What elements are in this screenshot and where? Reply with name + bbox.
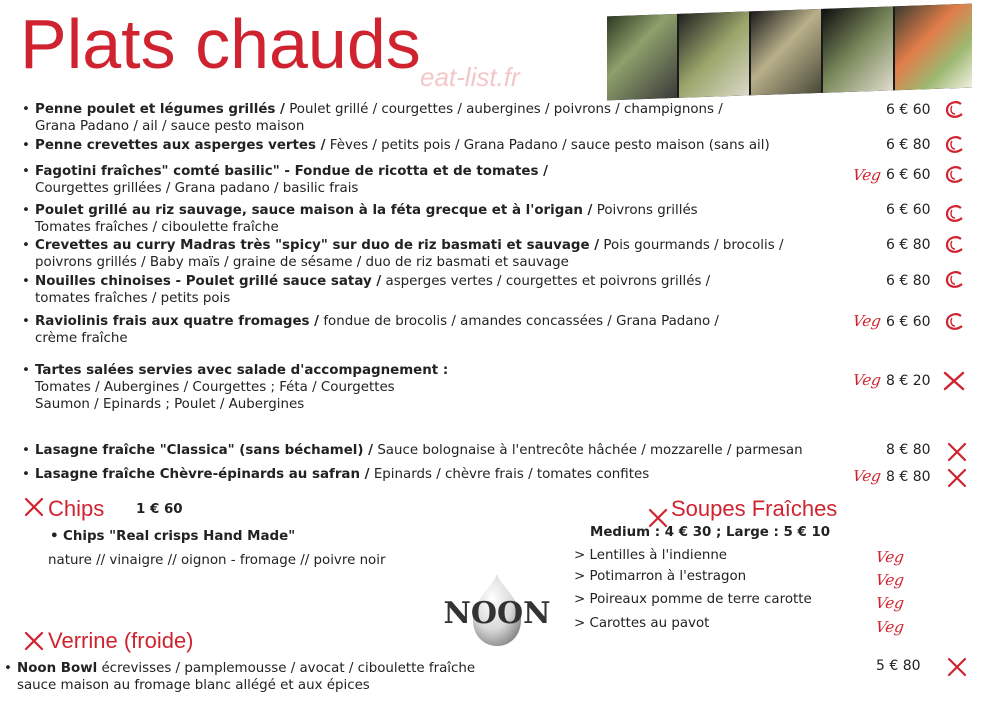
soupe-item: > Potimarron à l'estragon xyxy=(574,569,747,584)
chips-price: 1 € 60 xyxy=(136,502,183,517)
soupe-item: > Carottes au pavot xyxy=(574,616,710,631)
item-price: 6 € 60 xyxy=(886,202,931,218)
veg-label-icon: Veg xyxy=(851,166,883,184)
c-swirl-icon xyxy=(944,270,966,290)
menu-item: • Noon Bowl écrevisses / pamplemousse / avocat / ciboulette fraîche sauce maison au fromage blanc allégé et aux épices xyxy=(4,661,476,693)
item-price: 6 € 60 xyxy=(886,314,931,330)
cross-icon xyxy=(22,630,46,652)
item-desc-2: sauce maison au fromage blanc allégé et aux épices xyxy=(17,678,370,693)
item-name: Crevettes au curry Madras très "spicy" sur duo de riz basmati et sauvage / xyxy=(35,238,600,253)
item-desc-2: tomates fraîches / petits pois xyxy=(35,291,231,306)
c-swirl-icon xyxy=(944,235,966,255)
item-name: Penne poulet et légumes grillés / xyxy=(35,102,285,117)
veg-label-icon: Veg xyxy=(874,548,906,566)
item-desc: Fèves / petits pois / Grana Padano / sauce pesto maison (sans ail) xyxy=(329,138,770,153)
item-name: Noon Bowl xyxy=(17,661,98,676)
menu-item: • Tartes salées servies avec salade d'accompagnement : Tomates / Aubergines / Courgettes ; Féta / Courgettes Saumon / Epinards ; Poulet / Aubergines xyxy=(22,363,449,412)
item-price: 6 € 80 xyxy=(886,137,931,153)
item-desc: Poivrons grillés xyxy=(596,203,698,218)
item-price: 6 € 80 xyxy=(886,237,931,253)
chips-title: Chips xyxy=(48,496,105,521)
c-swirl-icon xyxy=(944,165,966,185)
veg-label-icon: Veg xyxy=(874,571,906,589)
menu-item: • Poulet grillé au riz sauvage, sauce maison à la féta grecque et à l'origan / Poivrons grillés Tomates fraîches / ciboulette fraîche xyxy=(22,203,698,235)
noon-logo xyxy=(437,570,557,650)
menu-item: • Crevettes au curry Madras très "spicy" sur duo de riz basmati et sauvage / Pois gourmands / brocolis / poivrons grillés / Baby maïs / graine de sésame / duo de riz basmati et sauvage xyxy=(22,238,784,270)
veg-label-icon: Veg xyxy=(851,467,883,485)
chips-item: • Chips "Real crisps Hand Made" xyxy=(50,529,296,544)
menu-item: • Lasagne fraîche Chèvre-épinards au safran / Epinards / chèvre frais / tomates confites xyxy=(22,467,650,482)
item-price: 5 € 80 xyxy=(876,658,921,674)
item-desc-2: poivrons grillés / Baby maïs / graine de sésame / duo de riz basmati et sauvage xyxy=(35,255,569,270)
food-photo-strip xyxy=(607,4,972,101)
cross-icon xyxy=(945,467,969,489)
menu-item: • Penne poulet et légumes grillés / Poulet grillé / courgettes / aubergines / poivrons / champignons / Grana Padano / ail / sauce pesto maison xyxy=(22,102,723,134)
item-name: Tartes salées servies avec salade d'accompagnement : xyxy=(35,363,449,378)
menu-item: • Raviolinis frais aux quatre fromages / fondue de brocolis / amandes concassées / Grana Padano / crème fraîche xyxy=(22,314,719,346)
item-price: 8 € 80 xyxy=(886,469,931,485)
cross-icon xyxy=(942,370,966,392)
item-desc: Pois gourmands / brocolis / xyxy=(603,238,784,253)
item-desc: écrevisses / pamplemousse / avocat / ciboulette fraîche xyxy=(101,661,476,676)
item-price: 6 € 60 xyxy=(886,102,931,118)
c-swirl-icon xyxy=(944,204,966,224)
item-desc: fondue de brocolis / amandes concassées / Grana Padano / xyxy=(323,314,719,329)
item-price: 8 € 80 xyxy=(886,442,931,458)
verrine-title: Verrine (froide) xyxy=(48,628,194,653)
c-swirl-icon xyxy=(944,100,966,120)
veg-label-icon: Veg xyxy=(851,371,883,389)
veg-label-icon: Veg xyxy=(874,594,906,612)
chips-item-name: Chips "Real crisps Hand Made" xyxy=(63,529,296,544)
item-name: Raviolinis frais aux quatre fromages / xyxy=(35,314,320,329)
item-desc-2: Tomates / Aubergines / Courgettes ; Féta / Courgettes xyxy=(35,380,395,395)
item-price: 8 € 20 xyxy=(886,373,931,389)
c-swirl-icon xyxy=(944,135,966,155)
item-desc-2: crème fraîche xyxy=(35,331,128,346)
item-name: Penne crevettes aux asperges vertes / xyxy=(35,138,326,153)
veg-label-icon: Veg xyxy=(874,618,906,636)
cross-icon xyxy=(22,496,46,518)
item-desc-2: Courgettes grillées / Grana padano / basilic frais xyxy=(35,181,359,196)
menu-item: • Nouilles chinoises - Poulet grillé sauce satay / asperges vertes / courgettes et poivrons grillés / tomates fraîches / petits pois xyxy=(22,274,711,306)
item-price: 6 € 80 xyxy=(886,273,931,289)
page-title: Plats chauds xyxy=(20,5,421,83)
soupe-item: > Lentilles à l'indienne xyxy=(574,548,728,563)
item-desc: asperges vertes / courgettes et poivrons grillés / xyxy=(385,274,711,289)
c-swirl-icon xyxy=(944,312,966,332)
cross-icon xyxy=(945,441,969,463)
item-name: Lasagne fraîche "Classica" (sans béchamel) / xyxy=(35,443,374,458)
menu-item: • Penne crevettes aux asperges vertes / Fèves / petits pois / Grana Padano / sauce pesto maison (sans ail) xyxy=(22,138,770,153)
item-desc-3: Saumon / Epinards ; Poulet / Aubergines xyxy=(35,397,305,412)
logo-text: NOON xyxy=(443,596,551,631)
cross-icon xyxy=(945,656,969,678)
veg-label-icon: Veg xyxy=(851,312,883,330)
menu-item: • Fagotini fraîches" comté basilic" - Fondue de ricotta et de tomates / Courgettes grillées / Grana padano / basilic frais xyxy=(22,164,548,196)
item-desc: Sauce bolognaise à l'entrecôte hâchée / mozzarelle / parmesan xyxy=(377,443,803,458)
item-name: Poulet grillé au riz sauvage, sauce maison à la féta grecque et à l'origan / xyxy=(35,203,593,218)
item-name: Lasagne fraîche Chèvre-épinards au safran / xyxy=(35,467,370,482)
item-name: Nouilles chinoises - Poulet grillé sauce satay / xyxy=(35,274,382,289)
soupes-sizes: Medium : 4 € 30 ; Large : 5 € 10 xyxy=(590,525,831,540)
watermark: eat-list.fr xyxy=(420,62,520,92)
item-desc-2: Tomates fraîches / ciboulette fraîche xyxy=(35,220,279,235)
item-desc-2: Grana Padano / ail / sauce pesto maison xyxy=(35,119,305,134)
soupe-item: > Poireaux pomme de terre carotte xyxy=(574,592,812,607)
chips-flavors: nature // vinaigre // oignon - fromage // poivre noir xyxy=(48,553,386,568)
item-desc: Epinards / chèvre frais / tomates confites xyxy=(373,467,650,482)
menu-item: • Lasagne fraîche "Classica" (sans béchamel) / Sauce bolognaise à l'entrecôte hâchée / mozzarelle / parmesan xyxy=(22,443,803,458)
item-price: 6 € 60 xyxy=(886,167,931,183)
item-desc: Poulet grillé / courgettes / aubergines / poivrons / champignons / xyxy=(289,102,723,117)
item-name: Fagotini fraîches" comté basilic" - Fondue de ricotta et de tomates / xyxy=(35,164,548,179)
soupes-title: Soupes Fraîches xyxy=(671,496,838,521)
